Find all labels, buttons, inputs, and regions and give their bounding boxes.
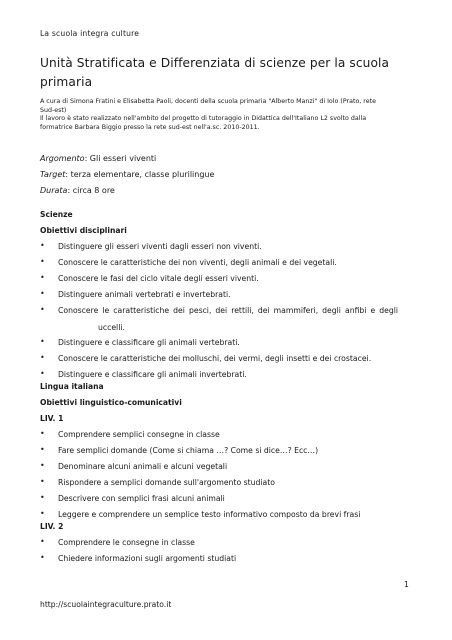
intro-line: formatrice Barbara Biggio presso la rete sud-est nell'a.sc. 2010-2011. — [40, 124, 260, 132]
bullet-icon: • — [40, 553, 45, 562]
argomento-line — [40, 154, 420, 163]
footer-url: http://scuolaintegraculture.prato.it — [40, 600, 172, 609]
section-subheading-obiettivi-linguistici: Obiettivi linguistico-comunicativi — [40, 398, 182, 407]
section-heading-scienze: Scienze — [40, 210, 73, 219]
intro-line: Sud-est) — [40, 106, 67, 114]
bullet-icon: • — [40, 257, 45, 266]
document-title: Unità Stratificata e Differenziata di scienze per la scuola primaria — [40, 56, 390, 89]
bullet-icon: • — [40, 241, 45, 250]
bullet-icon: • — [40, 337, 45, 346]
bullet-icon: • — [40, 477, 45, 486]
bullet-icon: • — [40, 305, 45, 314]
page-number: 1 — [404, 580, 409, 589]
intro-paragraph — [40, 98, 420, 133]
level-heading-liv2: LIV. 2 — [40, 522, 64, 531]
section-subheading-obiettivi-disciplinari: Obiettivi disciplinari — [40, 226, 127, 235]
bullet-icon: • — [40, 493, 45, 502]
page-header: La scuola integra culture — [40, 29, 140, 38]
section-heading-lingua-italiana: Lingua italiana — [40, 382, 104, 391]
bullet-icon: • — [40, 509, 45, 518]
bullet-icon: • — [40, 445, 45, 454]
target-label: Target — [40, 170, 66, 179]
intro-line: A cura di Simona Fratini e Elisabetta Paoli, docenti della scuola primaria "Alberto Manzi" di Iolo (Prato, rete — [40, 98, 376, 105]
argomento-value: : Gli esseri viventi — [84, 154, 157, 163]
target-value: : terza elementare, classe plurilingue — [65, 170, 215, 179]
target-line — [40, 170, 420, 179]
bullet-icon: • — [40, 289, 45, 298]
argomento-label: Argomento — [40, 154, 85, 163]
intro-line: Il lavoro è stato realizzato nell'ambito del progetto di tutoraggio in Didattica dell'Italiano L2 svolto dalla — [40, 115, 367, 123]
durata-value: : circa 8 ore — [67, 186, 115, 195]
bullet-icon: • — [40, 353, 45, 362]
list-item-continuation: uccelli. — [98, 323, 125, 332]
bullet-icon: • — [40, 369, 45, 378]
document-page: La scuola integra culture Unità Stratificata e Differenziata di scienze per la scuola primaria A cura di Simona Fratini e Elisabetta Paoli, docenti della scuola primaria "Alberto Manzi" di Iolo (Prato, rete Sud-est) Il lavoro è stato realizzato nell'ambito del progetto di tutoraggio in Didattica dell'Italiano L2 svolto dalla formatrice Barbara Biggio presso la rete sud-est nell'a.sc. 2010-2011. Argomento: Gli esseri viventi Target: terza elementare, classe plurilingue Durata: circa 8 ore Scienze Obiettivi disciplinari • Distinguere gli esseri viventi dagli esseri non viventi. • Conoscere le caratteristiche dei non viventi, degli animali e dei vegetali. • Conoscere le fasi del ciclo vitale degli esseri viventi. • Distinguere animali vertebrati e invertebrati. • Conoscere le caratteristiche dei pesci, dei rettili, dei mammiferi, degli anfibi e degli uccelli. • Distinguere e classificare gli animali vertebrati. • Conoscere le caratteristiche dei molluschi, dei vermi, degli insetti e dei crostacei. • Distinguere e classificare gli animali invertebrati. Lingua italiana Obiettivi linguistico-comunicativi LIV. 1 • Comprendere semplici consegne in classe • Fare semplici domande (Come si chiama …? Come si dice…? Ecc…) • Denominare alcuni animali e alcuni vegetali • Rispondere a semplici domande sull'argomento studiato • Descrivere con semplici frasi alcuni animali • Leggere e comprendere un semplice testo informativo composto da brevi frasi LIV. 2 • Comprendere le consegne in classe • Chiedere informazioni sugli argomenti studiati 1 http://scuolaintegraculture.prato.it — [0, 0, 452, 640]
bullet-icon: • — [40, 273, 45, 282]
bullet-icon: • — [40, 429, 45, 438]
durata-line — [40, 186, 420, 195]
bullet-icon: • — [40, 461, 45, 470]
level-heading-liv1: LIV. 1 — [40, 414, 64, 423]
bullet-icon: • — [40, 537, 45, 546]
durata-label: Durata — [40, 186, 68, 195]
